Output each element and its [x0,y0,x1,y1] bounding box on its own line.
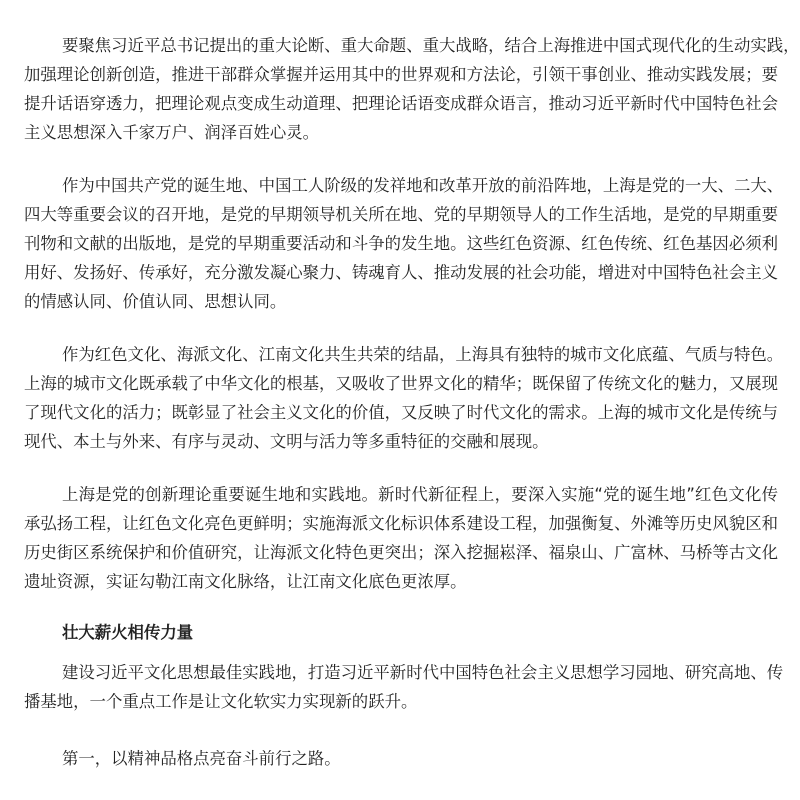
text-line: 加强理论创新创造，推进干部群众掌握并运用其中的世界观和方法论，引领干事创业、推动实践发展；要 [24,65,778,84]
paragraph-1 [24,31,800,147]
paragraph-2 [24,171,784,316]
paragraph-3 [24,340,784,456]
article-body [24,31,800,797]
text-line: 用好、发扬好、传承好，充分激发凝心聚力、铸魂育人、推动发展的社会功能，增进对中国特色社会主义 [24,263,778,282]
paragraph-4 [24,480,778,596]
paragraph-6 [24,744,778,773]
text-line: 了现代文化的活力；既彰显了社会主义文化的价值，又反映了时代文化的需求。上海的城市文化是传统与 [24,403,778,422]
text-line: 第一，以精神品格点亮奋斗前行之路。 [62,749,341,768]
text-line: 现代、本土与外来、有序与灵动、文明与活力等多重特征的交融和展现。 [24,432,549,451]
text-line: 历史街区系统保护和价值研究，让海派文化特色更突出；深入挖掘崧泽、福泉山、广富林、马桥等古文化 [24,543,778,562]
text-line: 上海的城市文化既承载了中华文化的根基，又吸收了世界文化的精华；既保留了传统文化的魅力，又展现 [24,374,778,393]
text-line: 刊物和文献的出版地，是党的早期重要活动和斗争的发生地。这些红色资源、红色传统、红色基因必须利 [24,234,778,253]
text-line: 播基地，一个重点工作是让文化软实力实现新的跃升。 [24,692,418,711]
text-line: 建设习近平文化思想最佳实践地，打造习近平新时代中国特色社会主义思想学习园地、研究高地、传 [62,663,784,682]
text-line: 承弘扬工程，让红色文化亮色更鲜明；实施海派文化标识体系建设工程，加强衡复、外滩等历史风貌区和 [24,514,778,533]
text-line: 作为中国共产党的诞生地、中国工人阶级的发祥地和改革开放的前沿阵地，上海是党的一大、二大、 [62,176,784,195]
text-line: 遗址资源，实证勾勒江南文化脉络，让江南文化底色更浓厚。 [24,572,467,591]
text-line: 要聚焦习近平总书记提出的重大论断、重大命题、重大战略，结合上海推进中国式现代化的生动实践， [62,36,800,55]
paragraph-5 [24,658,784,716]
text-line: 作为红色文化、海派文化、江南文化共生共荣的结晶，上海具有独特的城市文化底蕴、气质与特色。 [62,345,784,364]
text-line: 上海是党的创新理论重要诞生地和实践地。新时代新征程上，要深入实施“党的诞生地”红色文化传 [62,485,778,504]
text-line: 四大等重要会议的召开地，是党的早期领导机关所在地、党的早期领导人的工作生活地，是党的早期重要 [24,205,778,224]
text-line: 提升话语穿透力，把理论观点变成生动道理、把理论话语变成群众语言，推动习近平新时代中国特色社会 [24,94,778,113]
text-line: 的情感认同、价值认同、思想认同。 [24,292,287,311]
text-line: 主义思想深入千家万户、润泽百姓心灵。 [24,123,320,142]
section-heading: 壮大薪火相传力量 [62,623,194,642]
